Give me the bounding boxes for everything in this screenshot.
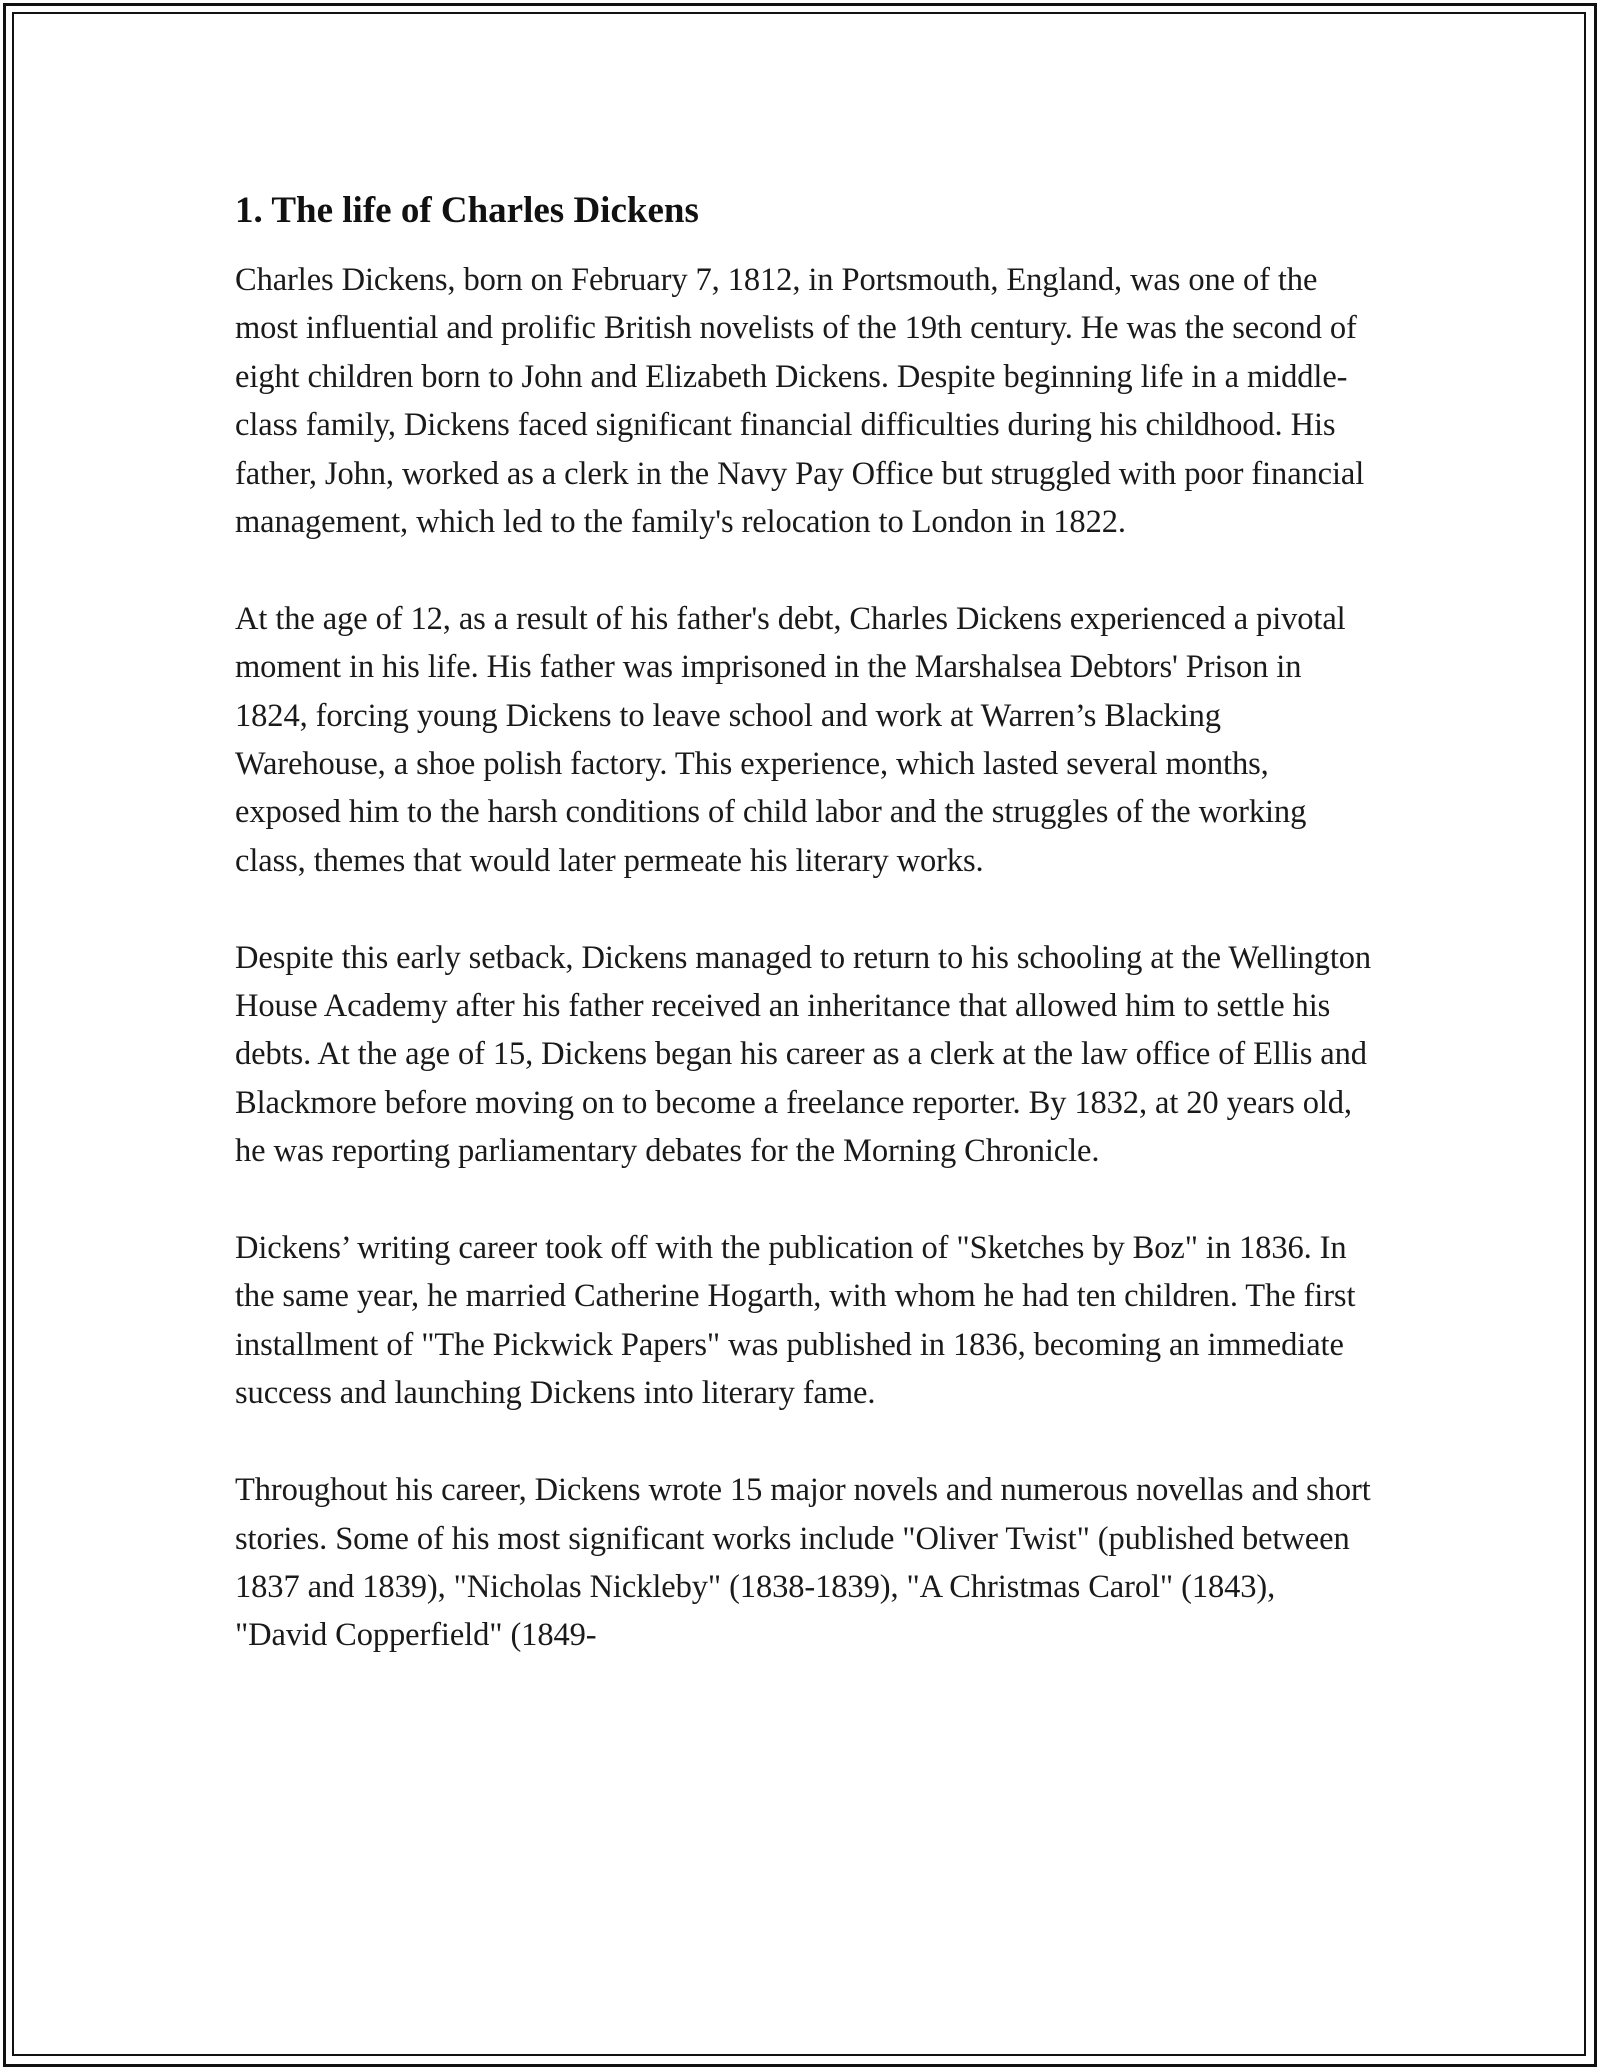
paragraph-childhood-labor: At the age of 12, as a result of his father's debt, Charles Dickens experienced a pivotal moment in his life. His father was imprisoned in the Marshalsea Debtors' Prison in 1824, forcing young Dickens to leave school and work at Warren’s Blacking Warehouse, a shoe polish factory. This experience, which lasted several months, exposed him to the harsh conditions of child labor and the struggles of the working class, themes that would later permeate his literary works. [235,600,1346,879]
document-body [235,180,1375,1660]
paragraph-early-life: Charles Dickens, born on February 7, 1812, in Portsmouth, England, was one of the most influential and prolific British novelists of the 19th century. He was the second of eight children born to John and Elizabeth Dickens. Despite beginning life in a middle-class family, Dickens faced significant financial difficulties during his childhood. His father, John, worked as a clerk in the Navy Pay Office but struggled with poor financial management, which led to the family's relocation to London in 1822. [235,262,1365,541]
section-heading: 1. The life of Charles Dickens [235,190,699,231]
paragraph-schooling-career: Despite this early setback, Dickens managed to return to his schooling at the Wellington House Academy after his father received an inheritance that allowed him to settle his debts. At the age of 15, Dickens began his career as a clerk at the law office of Ellis and Blackmore before moving on to become a freelance reporter. By 1832, at 20 years old, he was reporting parliamentary debates for the Morning Chronicle. [235,939,1372,1170]
paragraph-writing-career: Dickens’ writing career took off with the publication of "Sketches by Boz" in 1836. In the same year, he married Catherine Hogarth, with whom he had ten children. The first installment of "The Pickwick Papers" was published in 1836, becoming an immediate success and launching Dickens into literary fame. [235,1230,1356,1412]
paragraph-major-works: Throughout his career, Dickens wrote 15 major novels and numerous novellas and short stories. Some of his most significant works include "Oliver Twist" (published between 1837 and 1839), "Nicholas Nickleby" (1838-1839), "A Christmas Carol" (1843), "David Copperfield" (1849- [235,1472,1371,1654]
